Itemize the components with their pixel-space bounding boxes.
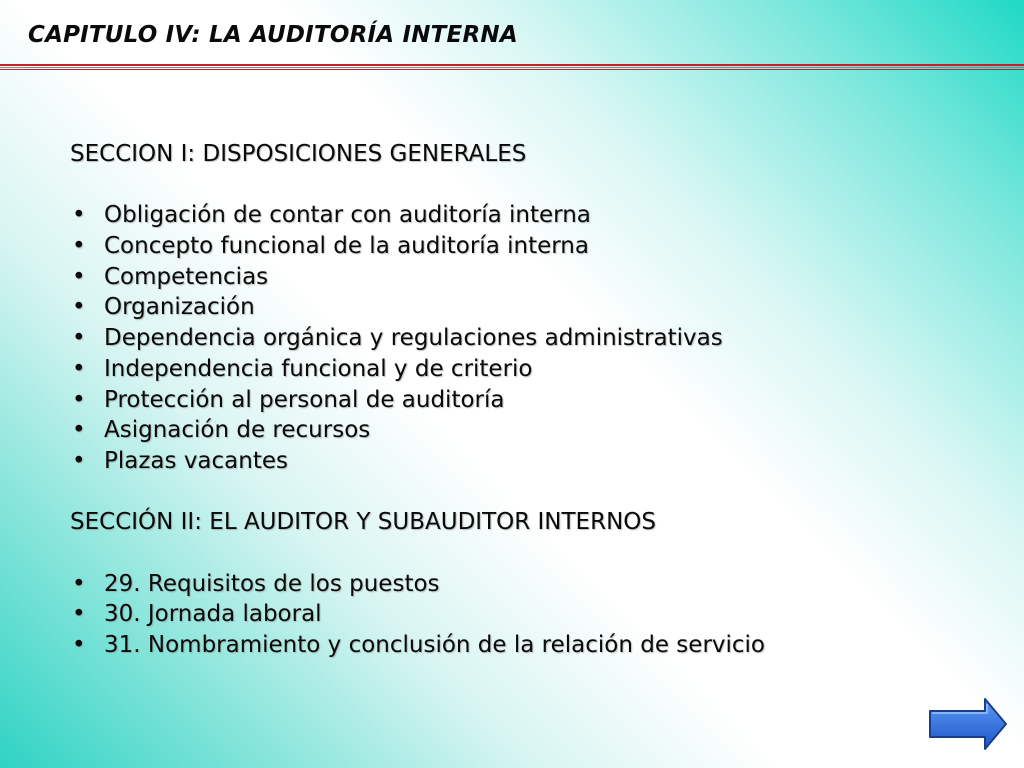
list-item [70,323,970,354]
bullet-icon: • [72,601,86,628]
list-item-text: Competencias [104,263,269,290]
next-slide-button[interactable] [927,696,1009,752]
list-item-text: Organización [104,294,255,321]
list-item-text: Independencia funcional y de criterio [104,355,533,382]
section-2-list [70,569,970,661]
bullet-icon: • [72,202,86,229]
section-1-list [70,200,970,476]
list-item [70,415,970,446]
list-item [70,231,970,262]
bullet-icon: • [72,447,86,474]
section-2-heading: SECCIÓN II: EL AUDITOR Y SUBAUDITOR INTERNOS [70,509,656,536]
list-item-text: 29. Requisitos de los puestos [104,570,440,597]
list-item [70,292,970,323]
list-item [70,200,970,231]
list-item [70,262,970,293]
list-item [70,446,970,477]
bullet-icon: • [72,632,86,658]
list-item [70,630,970,661]
bullet-icon: • [72,570,86,597]
list-item-text: 30. Jornada laboral [104,601,322,628]
right-arrow-icon [927,696,1009,752]
bullet-icon: • [72,386,86,413]
list-item-text: Concepto funcional de la auditoría interna [104,233,589,260]
bullet-icon: • [72,325,86,352]
list-item-text: Protección al personal de auditoría [104,386,505,413]
list-item-text: Dependencia orgánica y regulaciones administrativas [104,325,723,352]
list-item-text: Asignación de recursos [104,417,371,444]
bullet-icon: • [72,233,86,260]
list-item-text: Obligación de contar con auditoría interna [104,202,591,229]
slide-title: CAPITULO IV: LA AUDITORÍA INTERNA [28,22,518,48]
list-item-text: Plazas vacantes [104,447,288,474]
title-divider [0,64,1024,70]
slide-body [70,139,970,661]
section-1-heading: SECCION I: DISPOSICIONES GENERALES [70,141,527,167]
list-item [70,385,970,416]
list-item [70,599,970,630]
bullet-icon: • [72,417,86,444]
list-item-text: 31. Nombramiento y conclusión de la relación de servicio [104,632,766,658]
bullet-icon: • [72,263,86,290]
bullet-icon: • [72,355,86,382]
bullet-icon: • [72,294,86,321]
list-item [70,569,970,600]
list-item [70,354,970,385]
